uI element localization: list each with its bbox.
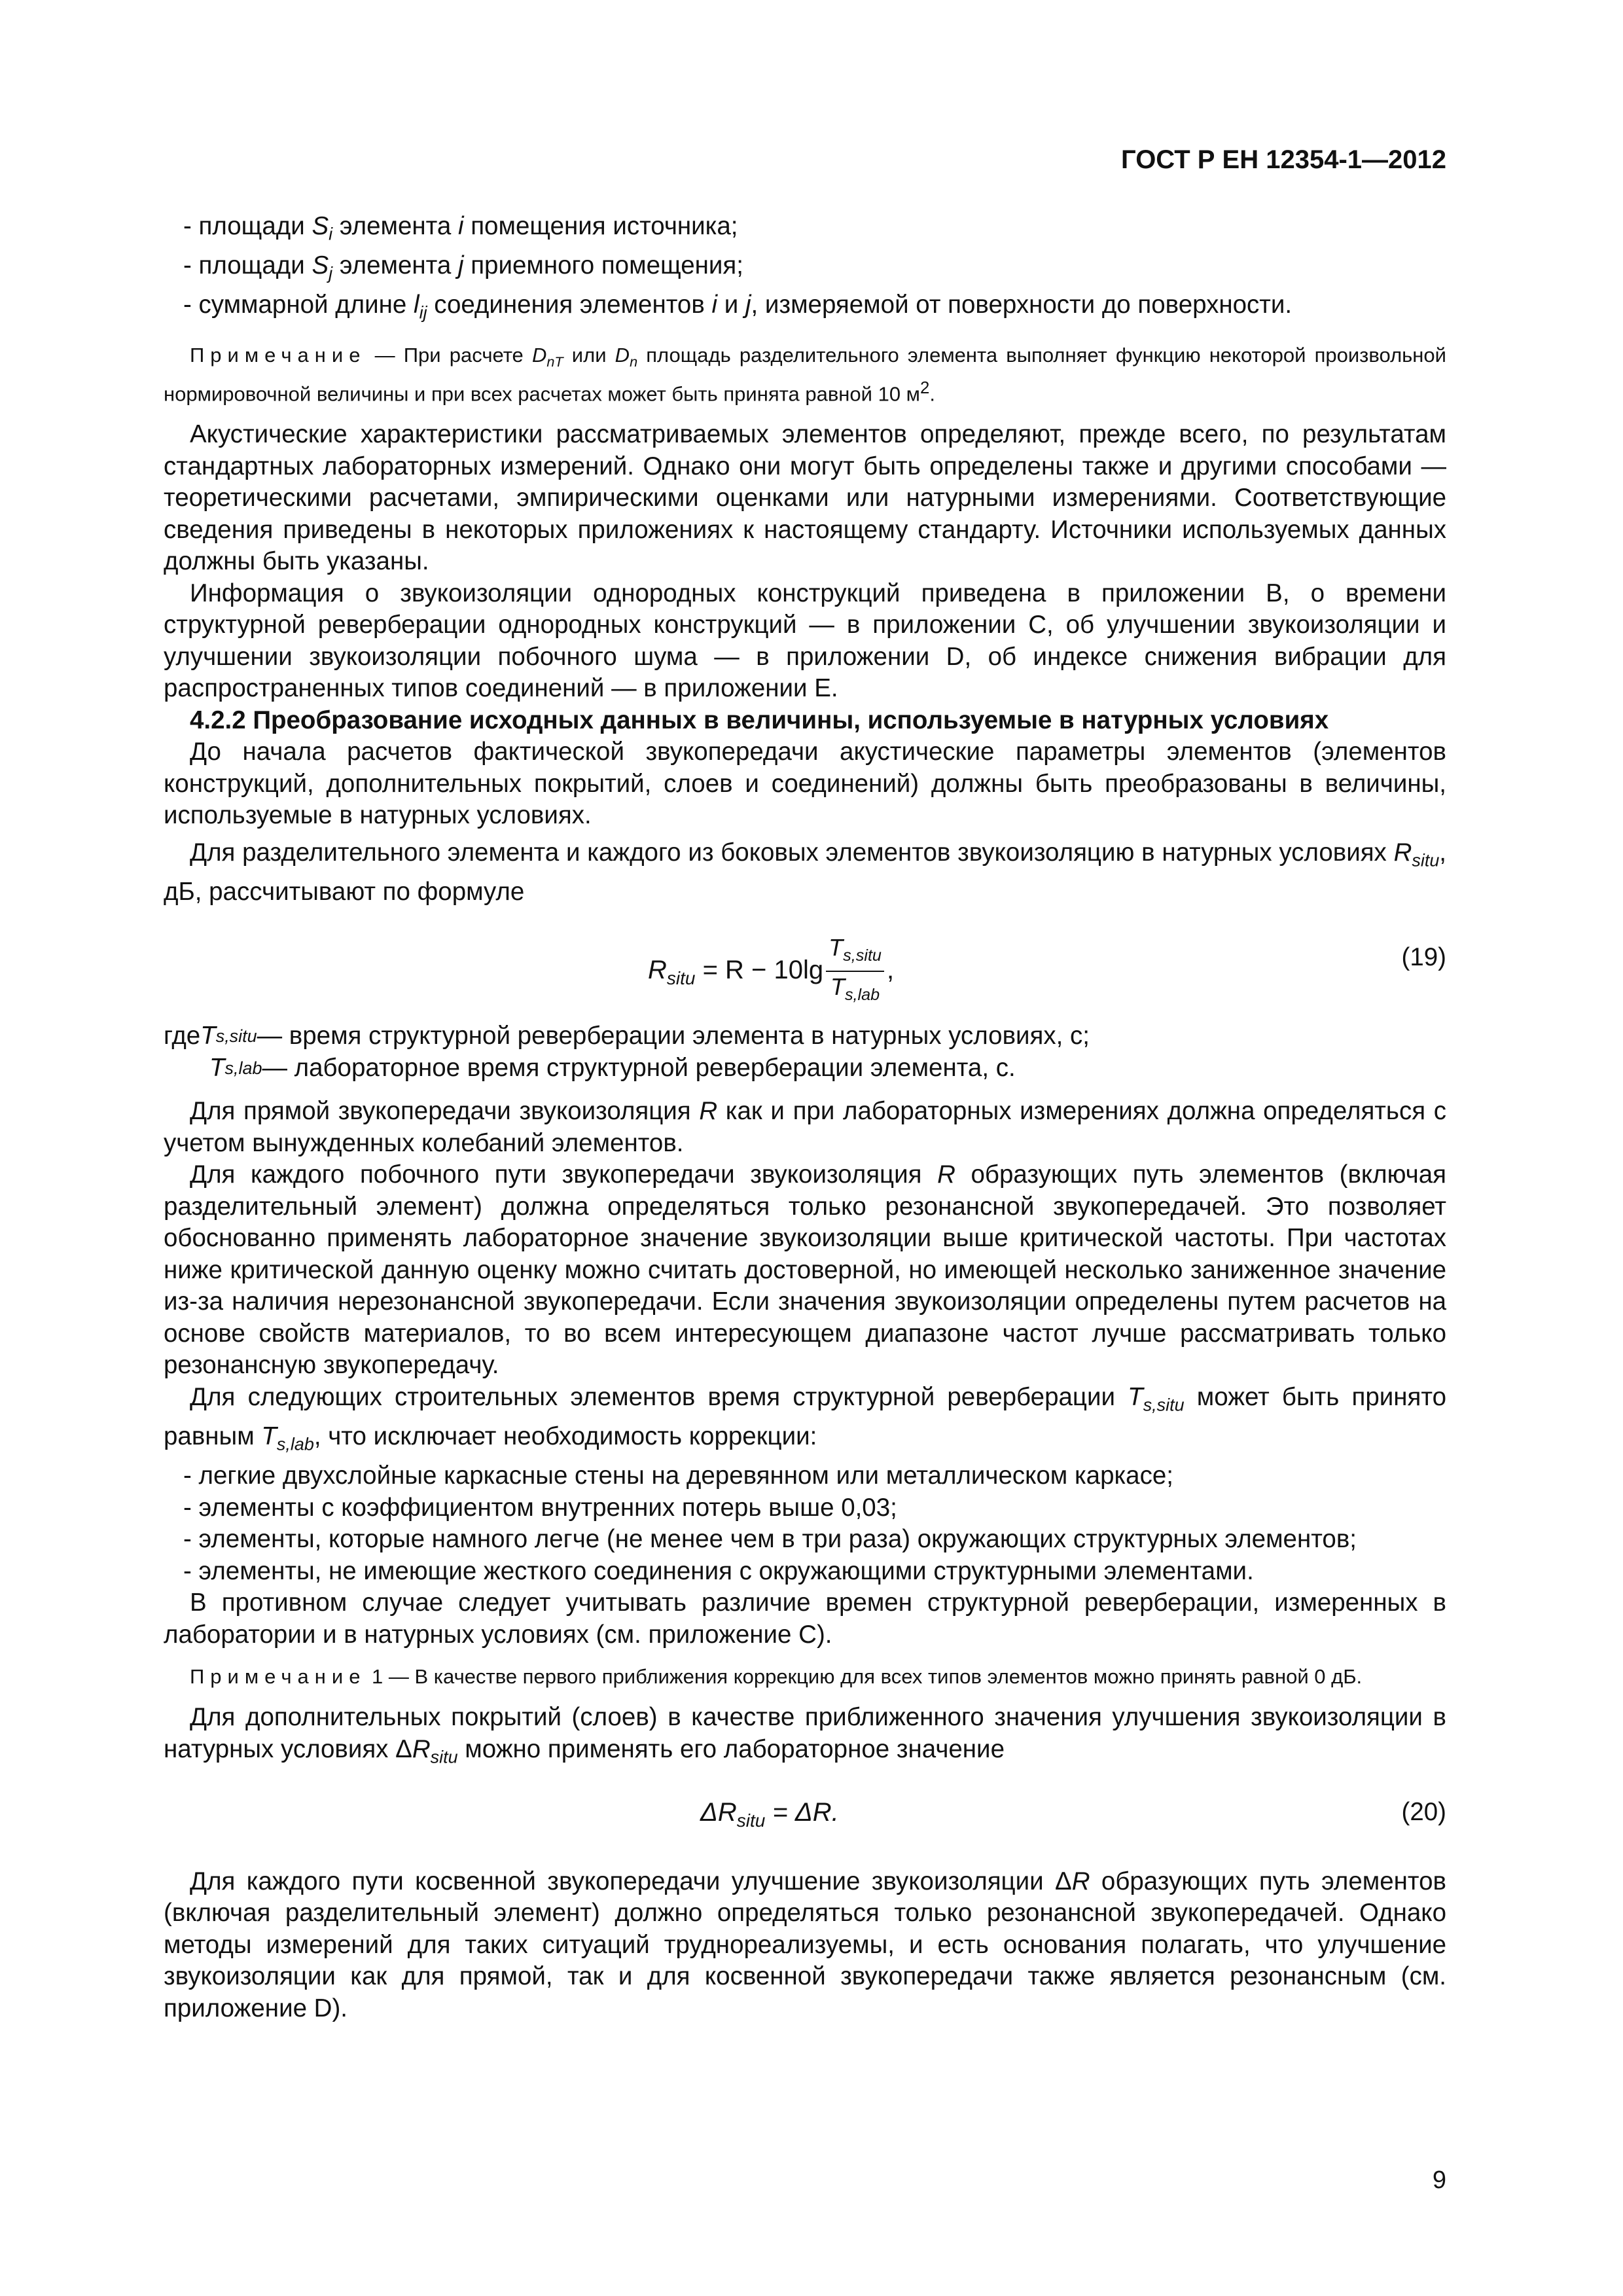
- list-item: - элементы, которые намного легче (не менее чем в три раза) окружающих структурных элементов;: [183, 1525, 1357, 1554]
- list-item: - площади $S_j$ элемента j приемного помещения;: [183, 251, 743, 283]
- page-body: [164, 211, 1446, 2024]
- note-2: Примечание 1 — В качестве первого приближения коррекцию для всех типов элементов можно принять равной 0 дБ.: [190, 1665, 1363, 1689]
- paragraph: Для разделительного элемента и каждого из боковых элементов звукоизоляцию в натурных условиях $R_{situ}$, дБ, рассчитывают по формуле: [164, 838, 1446, 906]
- list-item: - элементы, не имеющие жесткого соединения с окружающими структурными элементами.: [183, 1556, 1254, 1585]
- paragraph: Для прямой звукопередачи звукоизоляция R как и при лабораторных измерениях должна определяться с учетом вынужденных колебаний элементов.: [164, 1097, 1446, 1157]
- paragraph: Для дополнительных покрытий (слоев) в качестве приближенного значения улучшения звукоизоляции в натурных условиях $\Delta R_{situ}$ можно применять его лабораторное значение: [164, 1703, 1446, 1767]
- legend-row: где T s,situ — время структурной реверберации элемента в натурных условиях, с;: [164, 1022, 1090, 1050]
- paragraph: До начала расчетов фактической звукопередачи акустические параметры элементов (элементов конструкций, дополнительных покрытий, слоев и соединений) должны быть преобразованы в величины, используемые в натурных условиях.: [164, 738, 1446, 830]
- standard-header: ГОСТ Р ЕН 12354-1—2012: [1121, 145, 1446, 174]
- section-heading: 4.2.2 Преобразование исходных данных в величины, используемые в натурных условиях: [190, 706, 1329, 734]
- list-item: - элементы с коэффициентом внутренних потерь выше 0,03;: [183, 1493, 897, 1522]
- formula-20: [164, 1777, 1446, 1849]
- paragraph: Для следующих строительных элементов время структурной реверберации $T_{s,situ}$ может быть принято равным $T_{s,lab}$, что исключает необходимость коррекции:: [164, 1382, 1446, 1454]
- page-number: 9: [1432, 2166, 1446, 2194]
- paragraph: Для каждого пути косвенной звукопередачи улучшение звукоизоляции ΔR образующих путь элементов (включая разделительный элемент) должно определяться только резонансной звукопередачей. Однако методы измерений для таких ситуаций труднореализуемы, и есть основания полагать, что улучшение звукоизоляции как для прямой, так и для косвенной звукопередачи также является резонансным (см. приложение D).: [164, 1867, 1446, 2022]
- legend-row: T s,lab — лабораторное время структурной реверберации элемента, с.: [209, 1053, 1016, 1082]
- note-1: Примечание — При расчете $D_{nT}$ или $D_n$ площадь разделительного элемента выполняет функцию некоторой произвольной нормировочной величины и при всех расчетах может быть принята равной 10 $м^2$.: [164, 343, 1446, 406]
- formula-19-expression: $R_{situ} = R - 10\lg$ $\frac{T_{s,situ}}{T_{s,lab}}$ ,: [648, 933, 894, 1010]
- list-item: - площади $S_i$ элемента i помещения источника;: [183, 212, 738, 244]
- list-item: - легкие двухслойные каркасные стены на деревянном или металлическом каркасе;: [183, 1462, 1173, 1490]
- formula-number: (20): [1401, 1797, 1446, 1826]
- paragraph: Для каждого побочного пути звукопередачи звукоизоляция R образующих путь элементов (включая разделительный элемент) должна определяться только резонансной звукопередачей. Это позволяет обоснованно применять лабораторное значение звукоизоляции выше критической частоты. При частотах ниже критической данную оценку можно считать достоверной, но имеющей несколько заниженное значение из-за наличия нерезонансной звукопередачи. Если значения звукоизоляции определены путем расчетов на основе свойств материалов, то во всем интересующем диапазоне частот лучше рассматривать только резонансную звукопередачу.: [164, 1160, 1446, 1380]
- list-item: - суммарной длине $l_{ij}$ соединения элементов i и j, измеряемой от поверхности до поверхности.: [183, 291, 1293, 323]
- paragraph: Акустические характеристики рассматриваемых элементов определяют, прежде всего, по результатам стандартных лабораторных измерений. Однако они могут быть определены также и другими способами — теоретическими расчетами, эмпирическими оценками или натурными измерениями. Соответствующие сведения приведены в некоторых приложениях к настоящему стандарту. Источники используемых данных должны быть указаны.: [164, 420, 1446, 576]
- formula-number: (19): [1401, 943, 1446, 972]
- paragraph: В противном случае следует учитывать различие времен структурной реверберации, измеренных в лаборатории и в натурных условиях (см. приложение С).: [164, 1588, 1446, 1649]
- fraction: $\frac{T_{s,situ}}{T_{s,lab}}$: [826, 933, 884, 1010]
- paragraph: Информация о звукоизоляции однородных конструкций приведена в приложении В, о времени структурной реверберации однородных конструкций — в приложении С, об улучшении звукоизоляции и улучшении звукоизоляции побочного шума — в приложении D, об индексе снижения вибрации для распространенных типов соединений — в приложении Е.: [164, 579, 1446, 703]
- formula-20-expression: $\Delta R_{situ} = \Delta R$.: [700, 1797, 839, 1831]
- formula-19: [164, 916, 1446, 1014]
